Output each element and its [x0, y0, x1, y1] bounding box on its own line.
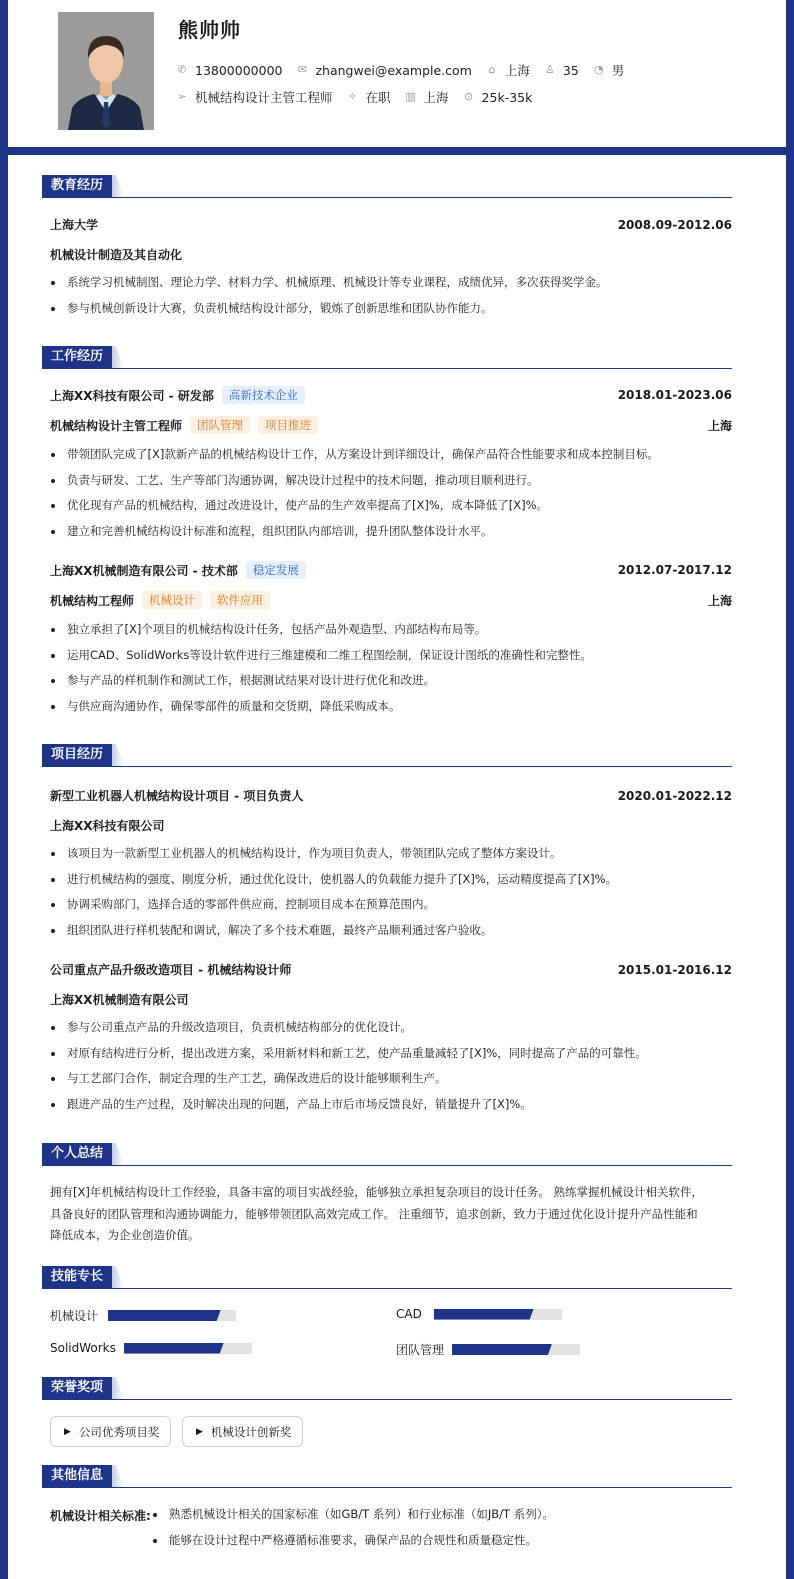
skill-bar-fill: [124, 1343, 224, 1354]
gender-value: 男: [611, 63, 625, 78]
education-period: 2008.09-2012.06: [617, 217, 732, 232]
position-value: 机械结构设计主管工程师: [195, 90, 333, 105]
other-label: 机械设计相关标准:: [50, 1509, 151, 1523]
list-item: 进行机械结构的强度、刚度分析，通过优化设计，使机器人的负载能力提升了[X]%，运动精度提高了[X]%。: [50, 867, 732, 893]
award-badge: [182, 1416, 303, 1447]
skill-name: SolidWorks: [50, 1341, 116, 1355]
work-location: 上海: [707, 418, 732, 433]
age-icon: ♙: [544, 63, 555, 76]
skill-tag: 机械设计: [142, 591, 202, 609]
home-icon: ⌂: [488, 63, 496, 76]
other-section: [42, 1464, 732, 1547]
skill-bar-fill: [452, 1344, 552, 1355]
city-value: 上海: [504, 63, 530, 78]
avatar: [58, 12, 154, 130]
school-name: 上海大学: [50, 218, 99, 232]
company-name: 上海XX科技有限公司 - 研发部: [50, 388, 214, 403]
list-item: 参与机械创新设计大赛，负责机械结构设计部分，锻炼了创新思维和团队协作能力。: [50, 296, 732, 322]
skill-item: [50, 1341, 252, 1355]
list-item: 参与公司重点产品的升级改造项目，负责机械结构部分的优化设计。: [50, 1015, 732, 1041]
summary-line: 具备良好的团队管理和沟通协调能力，能够带领团队高效完成工作。 注重细节，追求创新，致力于通过优化设计提升产品性能和: [50, 1206, 698, 1221]
skill-bar-fill: [434, 1309, 534, 1320]
section-title: 荣誉奖项: [42, 1377, 112, 1399]
skill-tag: 项目推进: [258, 416, 318, 434]
section-title: 个人总结: [42, 1143, 112, 1165]
skill-bar: [452, 1344, 580, 1355]
work-city-value: 上海: [423, 90, 449, 105]
section-title: 技能专长: [42, 1266, 112, 1288]
section-title: 其他信息: [42, 1465, 112, 1487]
list-item: 熟悉机械设计相关的国家标准（如GB/T 系列）和行业标准（如JB/T 系列）。: [152, 1502, 732, 1528]
awards-section: [42, 1376, 732, 1439]
skill-name: 团队管理: [396, 1343, 445, 1357]
profile-header: [0, 0, 794, 155]
skill-item: [396, 1341, 580, 1358]
play-icon: ▶: [64, 1426, 71, 1437]
job-intent-row: [176, 88, 546, 106]
list-item: 参与产品的样机制作和测试工作，根据测试结果对设计进行优化和改进。: [50, 668, 732, 694]
gender-icon: ◔: [593, 63, 604, 76]
skills-section: [42, 1265, 732, 1357]
skill-bar: [434, 1309, 562, 1320]
list-item: 独立承担了[X]个项目的机械结构设计任务，包括产品外观造型、内部结构布局等。: [50, 617, 732, 643]
company-name: 上海XX机械制造有限公司 - 技术部: [50, 563, 238, 578]
project-period: 2020.01-2022.12: [617, 788, 732, 803]
skill-bar: [108, 1310, 236, 1321]
work-period: 2012.07-2017.12: [617, 563, 732, 577]
work-period: 2018.01-2023.06: [617, 388, 732, 402]
job-title: 机械结构工程师: [50, 593, 135, 608]
list-item: 建立和完善机械结构设计标准和流程，组织团队内部培训，提升团队整体设计水平。: [50, 519, 732, 545]
summary-text: [50, 1182, 732, 1247]
project-name: 新型工业机器人机械结构设计项目 - 项目负责人: [50, 789, 304, 803]
skill-bar: [124, 1343, 252, 1354]
company-tag: 高新技术企业: [222, 386, 305, 404]
job-title: 机械结构设计主管工程师: [50, 418, 183, 433]
list-item: 系统学习机械制图、理论力学、材料力学、机械原理、机械设计等专业课程，成绩优异，多次获得奖学金。: [50, 270, 732, 296]
phone-icon: ✆: [177, 63, 187, 76]
play-icon: ▶: [196, 1426, 203, 1437]
section-title: 工作经历: [42, 346, 112, 368]
list-item: 优化现有产品的机械结构，通过改进设计，使产品的生产效率提高了[X]%，成本降低了[X]%。: [50, 493, 732, 519]
project-name: 公司重点产品升级改造项目 - 机械结构设计师: [50, 963, 292, 977]
salary-value: 25k-35k: [481, 89, 533, 105]
project-period: 2015.01-2016.12: [617, 962, 732, 977]
work-location: 上海: [707, 593, 732, 608]
skill-name: 机械设计: [50, 1309, 99, 1323]
award-name: 公司优秀项目奖: [78, 1424, 160, 1439]
education-section: [42, 174, 732, 315]
list-item: 负责与研发、工艺、生产等部门沟通协调，解决设计过程中的技术问题，推动项目顺利进行。: [50, 468, 732, 494]
major-name: 机械设计制造及其自动化: [50, 248, 183, 262]
skill-tag: 团队管理: [190, 416, 250, 434]
summary-line: 降低成本，为企业创造价值。: [50, 1228, 200, 1242]
contact-row: [176, 61, 638, 79]
work-section: [42, 345, 732, 713]
status-value: 在职: [365, 90, 391, 105]
skill-item: [50, 1307, 236, 1324]
skill-name: CAD: [396, 1307, 422, 1321]
phone-value: 13800000000: [195, 62, 283, 78]
list-item: 带领团队完成了[X]款新产品的机械结构设计工作，从方案设计到详细设计，确保产品符合性能要求和成本控制目标。: [50, 442, 732, 468]
skill-tag: 软件应用: [210, 591, 270, 609]
award-badge: [50, 1416, 171, 1447]
candidate-name: 熊帅帅: [178, 18, 241, 42]
list-item: 组织团队进行样机装配和调试，解决了多个技术难题，最终产品顺利通过客户验收。: [50, 918, 732, 944]
list-item: 能够在设计过程中严格遵循标准要求，确保产品的合规性和质量稳定性。: [152, 1528, 732, 1554]
list-item: 协调采购部门，选择合适的零部件供应商，控制项目成本在预算范围内。: [50, 892, 732, 918]
projects-section: [42, 743, 732, 1111]
email-value: zhangwei@example.com: [315, 62, 472, 78]
skill-bar-fill: [108, 1310, 221, 1321]
list-item: 与工艺部门合作，制定合理的生产工艺，确保改进后的设计能够顺利生产。: [50, 1066, 732, 1092]
status-icon: ✧: [347, 90, 358, 103]
project-company: 上海XX机械制造有限公司: [50, 993, 189, 1007]
project-company: 上海XX科技有限公司: [50, 819, 165, 833]
skill-item: [396, 1307, 562, 1321]
list-item: 该项目为一款新型工业机器人的机械结构设计，作为项目负责人，带领团队完成了整体方案设计。: [50, 841, 732, 867]
summary-section: [42, 1142, 732, 1242]
mail-icon: ✉: [297, 63, 308, 76]
list-item: 运用CAD、SolidWorks等设计软件进行三维建模和二维工程图绘制，保证设计图纸的准确性和完整性。: [50, 643, 732, 669]
summary-line: 拥有[X]年机械结构设计工作经验，具备丰富的项目实战经验，能够独立承担复杂项目的设计任务。 熟练掌握机械设计相关软件，: [50, 1185, 704, 1199]
send-icon: ➢: [177, 90, 187, 103]
building-icon: ▥: [405, 90, 416, 103]
section-title: 项目经历: [42, 744, 112, 766]
list-item: 跟进产品的生产过程，及时解决出现的问题，产品上市后市场反馈良好，销量提升了[X]%。: [50, 1092, 732, 1118]
company-tag: 稳定发展: [246, 561, 306, 579]
list-item: 与供应商沟通协作，确保零部件的质量和交货期，降低采购成本。: [50, 694, 732, 720]
age-value: 35: [562, 62, 579, 78]
award-name: 机械设计创新奖: [210, 1424, 292, 1439]
section-title: 教育经历: [42, 175, 112, 197]
list-item: 对原有结构进行分析，提出改进方案，采用新材料和新工艺，使产品重量减轻了[X]%，同时提高了产品的可靠性。: [50, 1041, 732, 1067]
salary-icon: ⊙: [463, 90, 474, 103]
